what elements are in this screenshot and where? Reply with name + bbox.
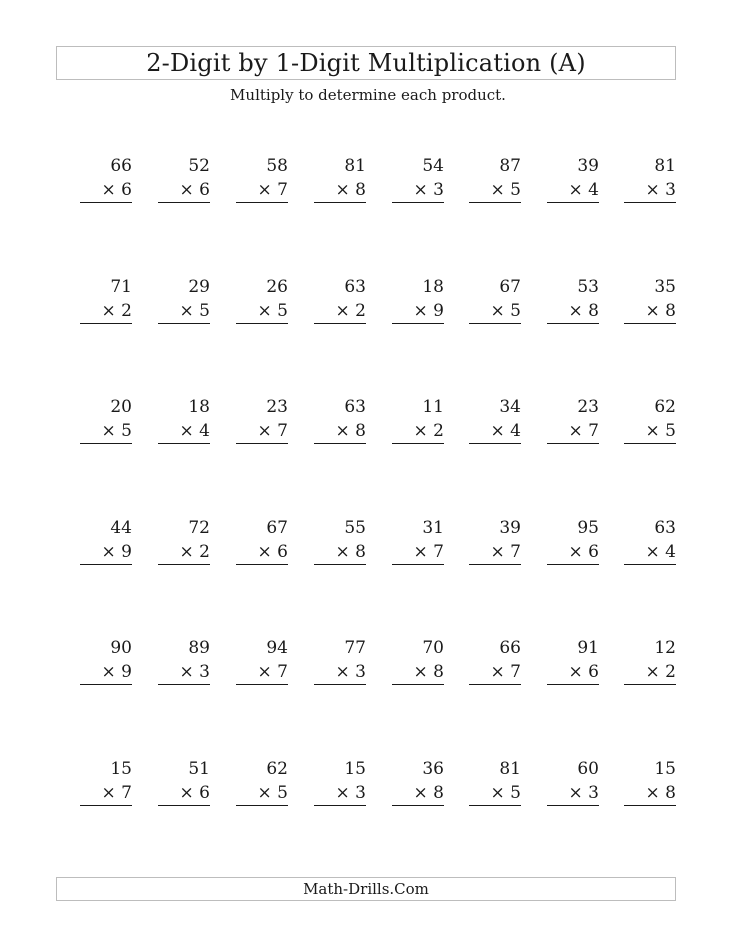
multiplier: × 7	[257, 180, 288, 200]
multiplicand: 34	[499, 397, 521, 417]
problem	[469, 638, 521, 688]
problem	[392, 397, 444, 447]
multiplier: × 7	[413, 542, 444, 562]
multiplicand: 63	[654, 518, 676, 538]
problem	[624, 518, 676, 568]
answer-line	[158, 684, 210, 685]
multiplicand: 87	[499, 156, 521, 176]
answer-line	[392, 684, 444, 685]
problem	[469, 518, 521, 568]
problem	[624, 397, 676, 447]
multiplicand: 54	[422, 156, 444, 176]
multiplicand: 23	[266, 397, 288, 417]
problem	[236, 397, 288, 447]
multiplicand: 63	[344, 277, 366, 297]
answer-line	[547, 564, 599, 565]
multiplicand: 52	[188, 156, 210, 176]
multiplicand: 26	[266, 277, 288, 297]
answer-line	[624, 443, 676, 444]
problem	[158, 638, 210, 688]
multiplier: × 3	[568, 783, 599, 803]
answer-line	[392, 564, 444, 565]
problem	[314, 156, 366, 206]
multiplicand: 15	[344, 759, 366, 779]
problem	[314, 638, 366, 688]
multiplicand: 15	[654, 759, 676, 779]
multiplicand: 90	[110, 638, 132, 658]
page-subtitle: Multiply to determine each product.	[230, 86, 506, 104]
multiplier: × 8	[335, 180, 366, 200]
multiplicand: 60	[577, 759, 599, 779]
multiplier: × 5	[490, 180, 521, 200]
problem	[314, 759, 366, 809]
multiplier: × 8	[335, 542, 366, 562]
answer-line	[392, 443, 444, 444]
answer-line	[314, 564, 366, 565]
problem	[236, 638, 288, 688]
multiplier: × 6	[101, 180, 132, 200]
problem	[314, 397, 366, 447]
multiplier: × 7	[257, 421, 288, 441]
multiplier: × 3	[413, 180, 444, 200]
answer-line	[624, 684, 676, 685]
multiplier: × 2	[101, 301, 132, 321]
answer-line	[469, 323, 521, 324]
multiplier: × 7	[257, 662, 288, 682]
answer-line	[469, 443, 521, 444]
multiplier: × 7	[101, 783, 132, 803]
answer-line	[392, 323, 444, 324]
multiplicand: 81	[499, 759, 521, 779]
answer-line	[547, 443, 599, 444]
problem	[547, 277, 599, 327]
answer-line	[80, 443, 132, 444]
answer-line	[80, 564, 132, 565]
problem	[469, 156, 521, 206]
answer-line	[314, 805, 366, 806]
multiplier: × 7	[490, 662, 521, 682]
answer-line	[624, 805, 676, 806]
multiplier: × 2	[335, 301, 366, 321]
multiplier: × 6	[179, 180, 210, 200]
answer-line	[547, 323, 599, 324]
problem	[236, 277, 288, 327]
answer-line	[80, 323, 132, 324]
multiplier: × 5	[179, 301, 210, 321]
multiplier: × 9	[413, 301, 444, 321]
multiplier: × 5	[490, 301, 521, 321]
problem	[80, 759, 132, 809]
answer-line	[80, 805, 132, 806]
multiplier: × 4	[645, 542, 676, 562]
problem	[392, 518, 444, 568]
multiplicand: 66	[110, 156, 132, 176]
multiplier: × 2	[179, 542, 210, 562]
footer-text: Math-Drills.Com	[303, 879, 429, 898]
problem	[392, 638, 444, 688]
multiplicand: 55	[344, 518, 366, 538]
multiplier: × 9	[101, 542, 132, 562]
problem	[158, 156, 210, 206]
problem	[158, 759, 210, 809]
problem	[392, 759, 444, 809]
multiplicand: 66	[499, 638, 521, 658]
multiplier: × 6	[179, 783, 210, 803]
footer-box	[56, 877, 676, 901]
multiplier: × 3	[335, 662, 366, 682]
problem	[469, 277, 521, 327]
multiplier: × 8	[645, 301, 676, 321]
multiplier: × 6	[568, 542, 599, 562]
multiplicand: 11	[422, 397, 444, 417]
problem	[547, 759, 599, 809]
multiplicand: 72	[188, 518, 210, 538]
problem	[469, 759, 521, 809]
multiplicand: 31	[422, 518, 444, 538]
multiplier: × 6	[568, 662, 599, 682]
answer-line	[624, 323, 676, 324]
multiplicand: 18	[422, 277, 444, 297]
multiplicand: 51	[188, 759, 210, 779]
multiplier: × 5	[101, 421, 132, 441]
problem	[392, 156, 444, 206]
multiplicand: 94	[266, 638, 288, 658]
multiplier: × 8	[413, 662, 444, 682]
answer-line	[158, 202, 210, 203]
multiplier: × 3	[645, 180, 676, 200]
multiplicand: 63	[344, 397, 366, 417]
answer-line	[236, 443, 288, 444]
multiplicand: 44	[110, 518, 132, 538]
multiplier: × 7	[568, 421, 599, 441]
problem	[80, 638, 132, 688]
multiplicand: 12	[654, 638, 676, 658]
multiplier: × 9	[101, 662, 132, 682]
multiplicand: 95	[577, 518, 599, 538]
multiplicand: 71	[110, 277, 132, 297]
multiplicand: 62	[266, 759, 288, 779]
answer-line	[624, 564, 676, 565]
problem	[469, 397, 521, 447]
multiplier: × 2	[645, 662, 676, 682]
answer-line	[547, 684, 599, 685]
answer-line	[314, 443, 366, 444]
multiplicand: 18	[188, 397, 210, 417]
answer-line	[547, 202, 599, 203]
answer-line	[158, 564, 210, 565]
answer-line	[236, 202, 288, 203]
answer-line	[392, 805, 444, 806]
multiplicand: 70	[422, 638, 444, 658]
multiplicand: 29	[188, 277, 210, 297]
problem	[158, 277, 210, 327]
multiplicand: 77	[344, 638, 366, 658]
multiplicand: 15	[110, 759, 132, 779]
multiplier: × 4	[490, 421, 521, 441]
multiplier: × 3	[335, 783, 366, 803]
problem	[624, 638, 676, 688]
answer-line	[236, 564, 288, 565]
answer-line	[236, 805, 288, 806]
problem	[624, 156, 676, 206]
multiplicand: 81	[654, 156, 676, 176]
multiplicand: 39	[577, 156, 599, 176]
multiplicand: 20	[110, 397, 132, 417]
answer-line	[158, 323, 210, 324]
multiplicand: 58	[266, 156, 288, 176]
answer-line	[236, 684, 288, 685]
multiplicand: 23	[577, 397, 599, 417]
problem	[236, 759, 288, 809]
multiplicand: 39	[499, 518, 521, 538]
multiplier: × 5	[257, 301, 288, 321]
problem	[236, 518, 288, 568]
problem	[547, 518, 599, 568]
problem	[158, 397, 210, 447]
page-title: 2-Digit by 1-Digit Multiplication (A)	[146, 49, 586, 77]
multiplier: × 8	[568, 301, 599, 321]
problem	[314, 277, 366, 327]
multiplicand: 67	[499, 277, 521, 297]
answer-line	[392, 202, 444, 203]
multiplier: × 6	[257, 542, 288, 562]
answer-line	[624, 202, 676, 203]
problem	[624, 277, 676, 327]
answer-line	[469, 684, 521, 685]
problem	[547, 156, 599, 206]
problem	[314, 518, 366, 568]
answer-line	[158, 443, 210, 444]
multiplier: × 7	[490, 542, 521, 562]
problem	[80, 156, 132, 206]
multiplicand: 67	[266, 518, 288, 538]
multiplicand: 53	[577, 277, 599, 297]
multiplier: × 2	[413, 421, 444, 441]
problem	[80, 397, 132, 447]
answer-line	[314, 684, 366, 685]
problem	[624, 759, 676, 809]
multiplier: × 5	[257, 783, 288, 803]
problem	[547, 638, 599, 688]
multiplier: × 4	[179, 421, 210, 441]
answer-line	[236, 323, 288, 324]
multiplier: × 4	[568, 180, 599, 200]
multiplicand: 36	[422, 759, 444, 779]
problem	[547, 397, 599, 447]
answer-line	[80, 202, 132, 203]
answer-line	[469, 202, 521, 203]
multiplier: × 5	[490, 783, 521, 803]
multiplier: × 8	[645, 783, 676, 803]
answer-line	[80, 684, 132, 685]
problem	[158, 518, 210, 568]
problem	[236, 156, 288, 206]
answer-line	[469, 564, 521, 565]
multiplicand: 81	[344, 156, 366, 176]
multiplier: × 8	[413, 783, 444, 803]
answer-line	[469, 805, 521, 806]
answer-line	[314, 323, 366, 324]
multiplier: × 8	[335, 421, 366, 441]
multiplicand: 91	[577, 638, 599, 658]
multiplier: × 5	[645, 421, 676, 441]
multiplicand: 62	[654, 397, 676, 417]
problem	[80, 277, 132, 327]
answer-line	[547, 805, 599, 806]
answer-line	[314, 202, 366, 203]
problem	[392, 277, 444, 327]
multiplicand: 35	[654, 277, 676, 297]
answer-line	[158, 805, 210, 806]
multiplicand: 89	[188, 638, 210, 658]
problem	[80, 518, 132, 568]
multiplier: × 3	[179, 662, 210, 682]
